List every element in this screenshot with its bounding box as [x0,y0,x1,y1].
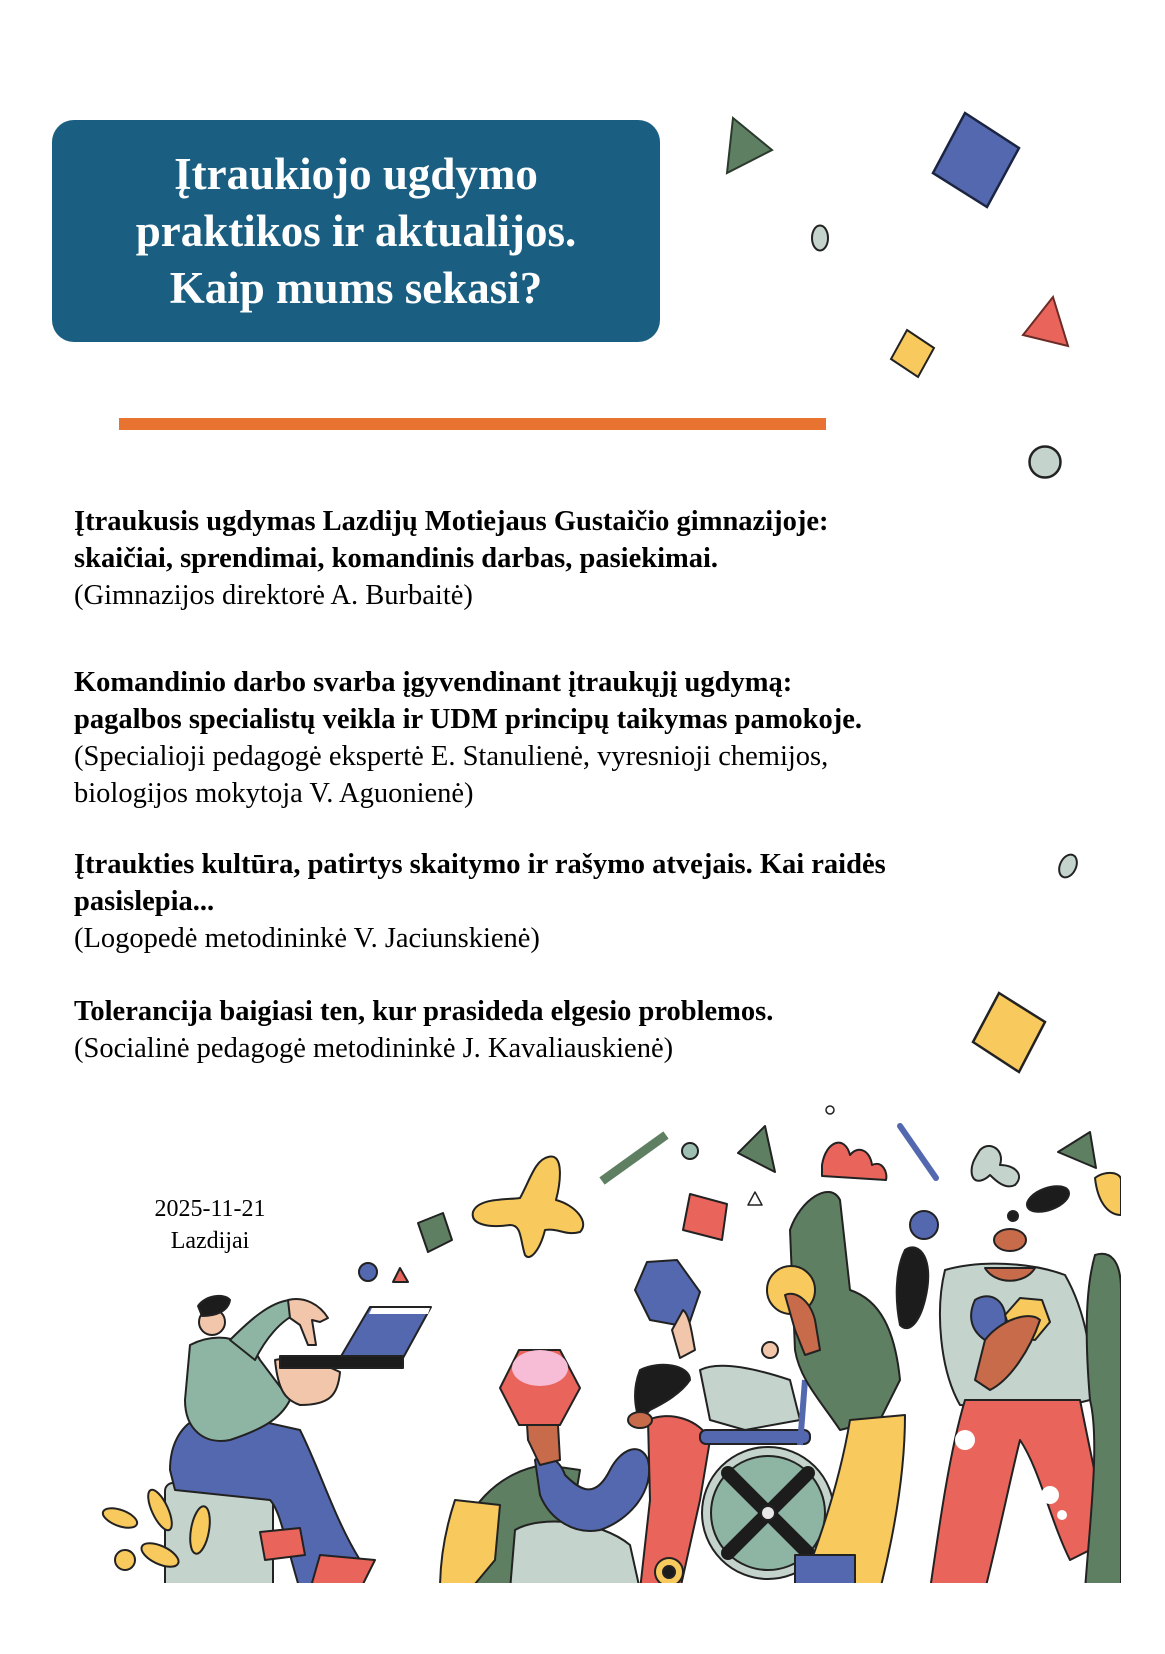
black-dot-shape [1008,1211,1018,1221]
flower [115,1550,135,1570]
red-square-shape [683,1194,727,1240]
session-item [74,503,1074,614]
session-title: skaičiai, sprendimai, komandinis darbas, pasiekimai. [74,543,719,574]
blue-stick-shape [900,1126,936,1178]
session-speaker: (Gimnazijos direktorė A. Burbaitė) [74,580,473,611]
laptop-screen-highlight [369,1308,430,1314]
pink-hexagon-top [512,1350,568,1386]
event-place: Lazdijai [170,1228,250,1254]
blue-circle-shape [910,1211,938,1239]
title-line: Įtraukiojo ugdymo [174,148,538,199]
session-item [74,846,1074,957]
tiny-triangle-shape [748,1192,762,1205]
session-title: pasislepia... [74,886,215,917]
brown-hair-end [628,1412,652,1428]
wheelchair-caster-hub [663,1566,675,1578]
red-shoe-2 [310,1555,375,1590]
red-sock-1 [260,1528,305,1560]
wheelchair-seat [700,1430,810,1444]
green-triangle-shape [738,1126,775,1172]
title-line: praktikos ir aktualijos. [135,205,577,256]
wheelchair-hub [761,1506,775,1520]
black-hair-right [897,1247,929,1328]
blue-shoe [795,1555,855,1590]
green-diamond-shape [418,1213,452,1252]
sage-circle-icon [1030,447,1061,478]
green-figure-right-edge [1085,1254,1121,1590]
session-item [74,664,1074,812]
orange-divider [119,418,826,430]
laptop-screen [340,1307,431,1358]
blue-dot-shape [359,1263,377,1281]
small-teal-circle-shape [682,1143,698,1159]
yellow-square-icon [891,330,934,377]
title-line: Kaip mums sekasi? [169,262,543,313]
session-speaker: biologijos mokytoja V. Aguonienė) [74,778,474,809]
red-cloud-shape [822,1143,886,1180]
small-oval-icon [812,226,828,251]
green-triangle-shape-right [1058,1132,1096,1168]
red-small-triangle-shape [393,1268,408,1282]
session-speaker: (Logopedė metodininkė V. Jaciunskienė) [74,923,540,954]
green-triangle-icon [727,118,772,173]
tiny-circle-shape [826,1106,834,1114]
session-title: pagalbos specialistų veikla ir UDM principų taikymas pamokoje. [74,704,863,735]
session-speaker: (Socialinė pedagogė metodininkė J. Kavaliauskienė) [74,1033,674,1064]
small-head [762,1342,778,1358]
laptop-base [280,1356,403,1368]
yellow-cup-right [1095,1173,1121,1215]
hand [288,1299,328,1345]
sage-body [510,1522,640,1590]
event-date: 2025-11-21 [154,1196,266,1222]
event-date-place [120,1193,300,1257]
session-speaker: (Specialioji pedagogė ekspertė E. Stanulienė, vyresnioji chemijos, [74,741,829,772]
pants-spot-2 [1041,1486,1059,1504]
sage-torso-wc [700,1366,800,1430]
pants-spot-3 [1057,1510,1067,1520]
red-triangle-icon [1023,297,1068,346]
session-title: Įtraukusis ugdymas Lazdijų Motiejaus Gustaičio gimnazijoje: [74,506,829,537]
title-banner [52,120,660,342]
black-oval-shape [1024,1181,1073,1217]
session-title: Komandinio darbo svarba įgyvendinant įtraukųjį ugdymą: [74,667,793,698]
people-illustration [100,1106,1121,1593]
green-bar-shape [602,1135,666,1181]
blue-square-icon [933,113,1019,207]
leaf-1 [100,1504,139,1531]
yellow-star-blob-shape [473,1156,583,1257]
red-pants [930,1400,1110,1590]
session-title: Tolerancija baigiasi ten, kur prasideda elgesio problemos. [74,996,774,1027]
pants-spot-1 [955,1430,975,1450]
session-item [74,993,1074,1067]
blue-hexagon [635,1260,700,1327]
session-title: Įtraukties kultūra, patirtys skaitymo ir rašymo atvejais. Kai raidės [74,849,886,880]
sage-blob-shape [972,1146,1019,1186]
orange-mouth [994,1229,1026,1251]
hair [198,1296,230,1316]
